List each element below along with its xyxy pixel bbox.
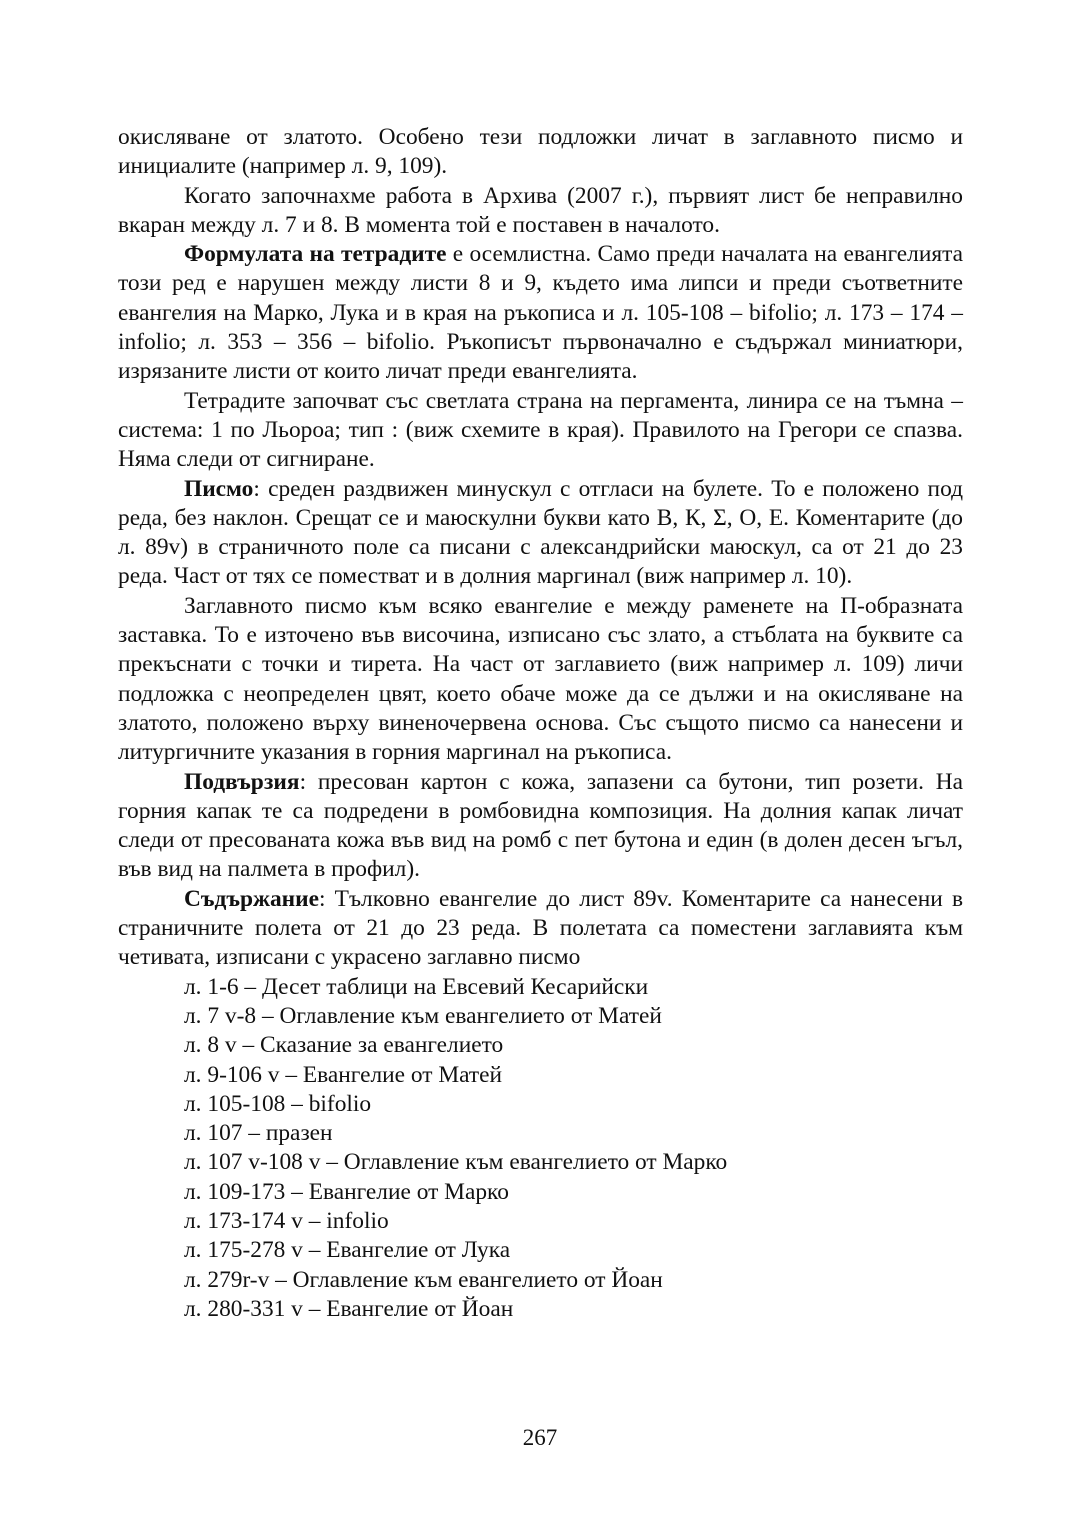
page-body	[118, 123, 963, 1324]
page-number: 267	[522, 1425, 558, 1450]
contents-item: л. 279r-v – Оглавление към евангелието от Йоан	[184, 1266, 663, 1293]
paragraph-lead: Писмо	[184, 475, 254, 502]
paragraph	[118, 182, 963, 241]
paragraph-script	[118, 475, 963, 592]
contents-item: л. 8 v – Сказание за евангелието	[184, 1032, 504, 1059]
contents-item: л. 9-106 v – Евангелие от Матей	[184, 1061, 503, 1088]
paragraph-text: окисляване от златото. Особено тези подложки личат в заглавното писмо и инициалите (например л. 9, 109).	[118, 124, 963, 180]
paragraph-text: Тетрадите започват със светлата страна на пергамента, линира се на тъмна – система: 1 по Льороа; тип : (виж схемите в края). Правилото на Грегори се спазва. Няма следи от сигниране.	[118, 387, 963, 473]
paragraph-text: : пресован картон с кожа, запазени са бутони, тип розети. На горния капак те са подредени в ромбовидна композиция. На долния капак личат следи от пресованата кожа във вид на ромб с пет бутона и един (в долен десен ъгъл, във вид на палмета в профил).	[118, 768, 963, 883]
paragraph-lead: Формулата на тетрадите	[184, 241, 447, 268]
paragraph-contents	[118, 885, 963, 973]
paragraph-text: е осемлистна. Само преди началата на евангелията този ред е нарушен между листи 8 и 9, където има липси и преди съответните евангелия на Марко, Лука и в края на ръкописа и л. 105-108 – bifolio; л. 173 – 174 – infolio; л. 353 – 356 – bifolio. Ръкописът първоначално е съдържал миниатюри, изрязаните листи от които личат преди евангелията.	[118, 241, 963, 385]
contents-item: л. 107 – празен	[184, 1120, 333, 1147]
paragraph-binding	[118, 768, 963, 885]
paragraph-quire-formula	[118, 240, 963, 386]
contents-item: л. 107 v-108 v – Оглавление към евангелието от Марко	[184, 1149, 728, 1176]
contents-item: л. 175-278 v – Евангелие от Лука	[184, 1237, 511, 1264]
contents-item: л. 7 v-8 – Оглавление към евангелието от Матей	[184, 1002, 662, 1029]
contents-list	[118, 973, 963, 1325]
paragraph-lead: Подвързия	[184, 768, 300, 795]
contents-item: л. 280-331 v – Евангелие от Йоан	[184, 1295, 514, 1322]
contents-item: л. 173-174 v – infolio	[184, 1207, 389, 1234]
paragraph	[118, 387, 963, 475]
paragraph	[118, 592, 963, 768]
paragraph-text: : среден раздвижен минускул с отгласи на булете. То е положено под реда, без наклон. Срещат се и маюскулни букви като В, К, Σ, О, Е. Коментарите (до л. 89v) в страничното поле са писани с александрийски маюскул, са от 21 до 23 реда. Част от тях се поместват и в долния маргинал (виж например л. 10).	[118, 475, 963, 590]
contents-item: л. 109-173 – Евангелие от Марко	[184, 1178, 509, 1205]
paragraph	[118, 123, 963, 182]
paragraph-text: Заглавното писмо към всяко евангелие е между раменете на П-образната заставка. То е източено във височина, изписано със злато, а стъблата на буквите са прекъснати с точки и тирета. На част от заглавието (виж например л. 109) личи подложка с неопределен цвят, което обаче може да се дължи и на окисляване на златото, положено върху виненочервена основа. Със същото писмо са нанесени и литургичните указания в горния маргинал на ръкописа.	[118, 592, 963, 766]
paragraph-lead: Съдържание	[184, 885, 319, 912]
paragraph-text: : Тълковно евангелие до лист 89v. Коментарите са нанесени в страничните полета от 21 до 23 реда. В полетата са поместени заглавията към четивата, изписани с украсено заглавно писмо	[118, 885, 963, 971]
contents-item: л. 105-108 – bifolio	[184, 1090, 372, 1117]
paragraph-text: Когато започнахме работа в Архива (2007 г.), първият лист бе неправилно вкаран между л. 7 и 8. В момента той е поставен в началото.	[118, 182, 963, 238]
contents-item: л. 1-6 – Десет таблици на Евсевий Кесарийски	[184, 973, 649, 1000]
